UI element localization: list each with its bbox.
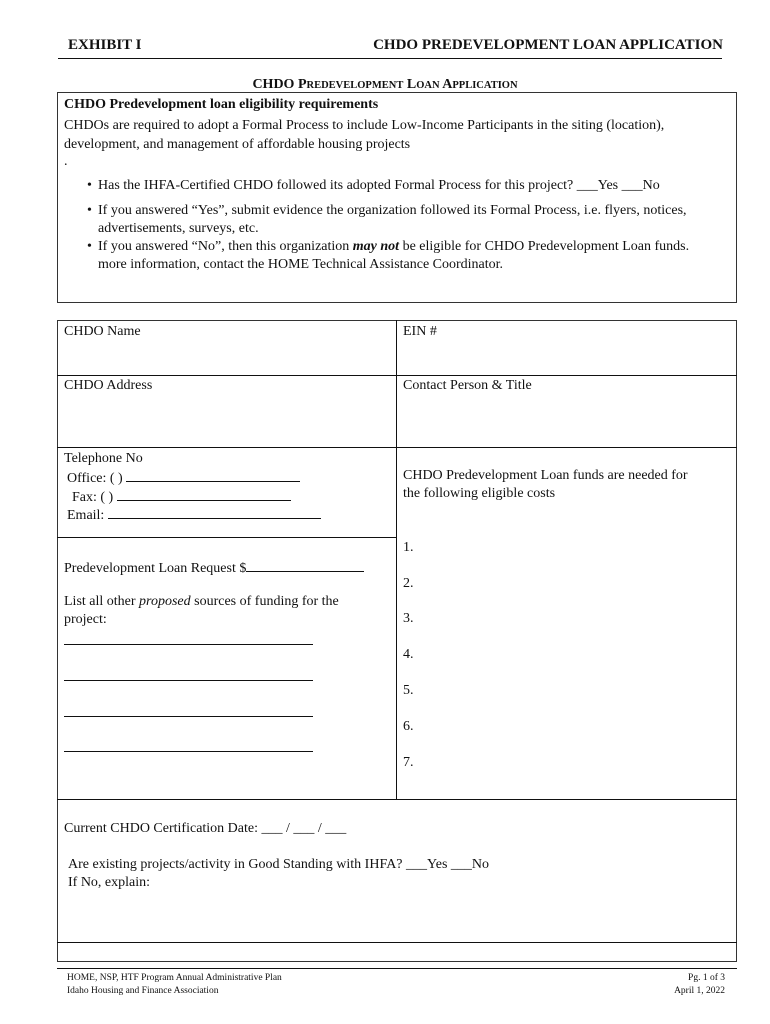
eligibility-dot: . xyxy=(64,154,68,169)
chdo-name-field[interactable] xyxy=(58,343,394,373)
eligible-cost-6[interactable]: 6. xyxy=(403,719,414,734)
email-field[interactable]: Email: xyxy=(67,505,321,525)
column-divider xyxy=(396,320,397,800)
funding-source-line-4[interactable] xyxy=(64,751,313,752)
footer-left: HOME, NSP, HTF Program Annual Administrative Plan Idaho Housing and Finance Association xyxy=(67,973,282,996)
ein-field[interactable] xyxy=(398,343,734,373)
header-rule xyxy=(58,58,722,59)
eligible-cost-3[interactable]: 3. xyxy=(403,611,414,626)
question-formal-process: • Has the IHFA-Certified CHDO followed its adopted Formal Process for this project? ___Yes ___No xyxy=(87,177,737,195)
footer-rule xyxy=(57,968,737,969)
eligibility-intro-1: CHDOs are required to adopt a Formal Process to include Low-Income Participants in the siting (location), xyxy=(64,118,665,133)
certification-date-field[interactable]: Current CHDO Certification Date: ___ / ___ / ___ xyxy=(64,821,347,836)
question-yes-evidence: • If you answered “Yes”, submit evidence the organization followed its Formal Process, i.e. flyers, notices, advertisements, surveys, etc. xyxy=(87,202,737,238)
fax-field[interactable]: Fax: ( ) xyxy=(72,487,291,507)
office-phone-field[interactable]: Office: ( ) xyxy=(67,468,300,488)
eligible-cost-5[interactable]: 5. xyxy=(403,683,414,698)
ein-label: EIN # xyxy=(403,324,437,339)
eligibility-box xyxy=(57,92,737,303)
eligible-cost-1[interactable]: 1. xyxy=(403,540,414,555)
contact-field[interactable] xyxy=(398,397,734,445)
page-title: CHDO PREDEVELOPMENT LOAN APPLICATION xyxy=(252,77,518,92)
contact-label: Contact Person & Title xyxy=(403,378,532,393)
telephone-label: Telephone No xyxy=(64,451,143,466)
other-sources-label: List all other proposed sources of funding for the project: xyxy=(64,594,339,627)
funding-source-line-3[interactable] xyxy=(64,716,313,717)
funding-source-line-2[interactable] xyxy=(64,680,313,681)
eligible-cost-7[interactable]: 7. xyxy=(403,755,414,770)
document-header-title: CHDO PREDEVELOPMENT LOAN APPLICATION xyxy=(373,37,723,53)
chdo-address-label: CHDO Address xyxy=(64,378,153,393)
row-divider-1 xyxy=(57,375,737,376)
if-no-explain-label: If No, explain: xyxy=(68,875,151,890)
good-standing-question[interactable]: Are existing projects/activity in Good Standing with IHFA? ___Yes ___No xyxy=(68,857,490,872)
row-divider-left xyxy=(57,537,397,538)
loan-request-field[interactable]: Predevelopment Loan Request $ xyxy=(64,558,364,578)
row-divider-3 xyxy=(57,799,737,800)
row-divider-2 xyxy=(57,447,737,448)
funding-source-line-1[interactable] xyxy=(64,644,313,645)
question-no-ineligible: • If you answered “No”, then this organization may not be eligible for CHDO Predevelopment Loan funds. more information, contact the HOME Technical Assistance Coordinator. xyxy=(87,238,737,274)
eligible-cost-2[interactable]: 2. xyxy=(403,576,414,591)
chdo-address-field[interactable] xyxy=(58,397,394,445)
exhibit-label: EXHIBIT I xyxy=(68,37,142,53)
row-divider-4 xyxy=(57,942,737,943)
footer-right: Pg. 1 of 3 April 1, 2022 xyxy=(674,973,725,996)
funds-needed-label: CHDO Predevelopment Loan funds are needed for the following eligible costs xyxy=(403,468,688,501)
eligibility-questions xyxy=(87,177,737,274)
eligibility-heading: CHDO Predevelopment loan eligibility requirements xyxy=(64,97,379,112)
eligible-cost-4[interactable]: 4. xyxy=(403,647,414,662)
chdo-name-label: CHDO Name xyxy=(64,324,141,339)
eligibility-intro-2: development, and management of affordable housing projects xyxy=(64,137,411,152)
explain-field[interactable] xyxy=(64,894,730,938)
